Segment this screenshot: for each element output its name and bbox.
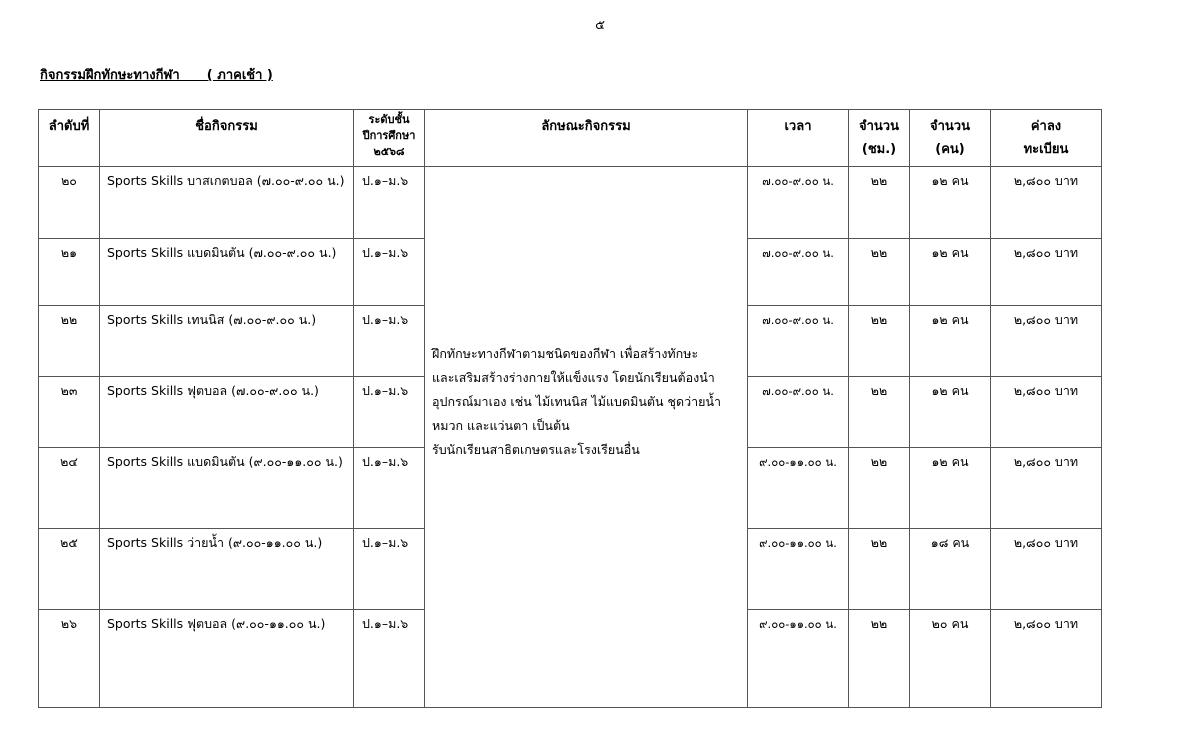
cell-activity-name: Sports Skills เทนนิส (๗.๐๐-๙.๐๐ น.): [100, 306, 354, 377]
cell-no: ๒๑: [39, 239, 100, 306]
cell-level: ป.๑–ม.๖: [354, 239, 425, 306]
cell-time: ๙.๐๐-๑๑.๐๐ น.: [748, 529, 849, 610]
cell-people: ๒๐ คน: [910, 610, 991, 708]
description-line: รับนักเรียนสาธิตเกษตรและโรงเรียนอื่น: [432, 442, 640, 457]
cell-description: [425, 167, 748, 708]
cell-hours: ๒๒: [849, 167, 910, 239]
cell-level: ป.๑–ม.๖: [354, 529, 425, 610]
cell-hours: ๒๒: [849, 377, 910, 448]
cell-fee: ๒,๘๐๐ บาท: [991, 306, 1102, 377]
cell-fee: ๒,๘๐๐ บาท: [991, 448, 1102, 529]
cell-no: ๒๐: [39, 167, 100, 239]
table-header-row: [39, 110, 1102, 167]
cell-fee: ๒,๘๐๐ บาท: [991, 610, 1102, 708]
cell-no: ๒๖: [39, 610, 100, 708]
cell-hours: ๒๒: [849, 610, 910, 708]
cell-activity-name: Sports Skills บาสเกตบอล (๗.๐๐-๙.๐๐ น.): [100, 167, 354, 239]
page-number: ๕: [595, 18, 605, 33]
cell-activity-name: Sports Skills ว่ายน้ำ (๙.๐๐-๑๑.๐๐ น.): [100, 529, 354, 610]
cell-no: ๒๓: [39, 377, 100, 448]
header-level: ระดับชั้น ปีการศึกษา ๒๕๖๘: [354, 110, 425, 167]
cell-hours: ๒๒: [849, 529, 910, 610]
cell-no: ๒๔: [39, 448, 100, 529]
cell-people: ๑๒ คน: [910, 377, 991, 448]
cell-level: ป.๑–ม.๖: [354, 306, 425, 377]
cell-time: ๗.๐๐-๙.๐๐ น.: [748, 377, 849, 448]
cell-fee: ๒,๘๐๐ บาท: [991, 377, 1102, 448]
cell-fee: ๒,๘๐๐ บาท: [991, 239, 1102, 306]
header-no: ลำดับที่: [39, 110, 100, 167]
description-line: ฝึกทักษะทางกีฬาตามชนิดของกีฬา เพื่อสร้างทักษะ: [432, 346, 699, 361]
header-description: ลักษณะกิจกรรม: [425, 110, 748, 167]
cell-level: ป.๑–ม.๖: [354, 448, 425, 529]
cell-no: ๒๒: [39, 306, 100, 377]
cell-level: ป.๑–ม.๖: [354, 610, 425, 708]
header-name: ชื่อกิจกรรม: [100, 110, 354, 167]
description-line: และเสริมสร้างร่างกายให้แข็งแรง โดยนักเรียนต้องนำ: [432, 370, 715, 385]
cell-fee: ๒,๘๐๐ บาท: [991, 529, 1102, 610]
cell-hours: ๒๒: [849, 448, 910, 529]
cell-people: ๑๘ คน: [910, 529, 991, 610]
description-line: อุปกรณ์มาเอง เช่น ไม้เทนนิส ไม้แบดมินตัน ชุดว่ายน้ำ: [432, 394, 722, 409]
cell-no: ๒๕: [39, 529, 100, 610]
cell-activity-name: Sports Skills ฟุตบอล (๗.๐๐-๙.๐๐ น.): [100, 377, 354, 448]
cell-time: ๙.๐๐-๑๑.๐๐ น.: [748, 610, 849, 708]
section-heading: กิจกรรมฝึกทักษะทางกีฬา ( ภาคเช้า ): [40, 68, 273, 83]
cell-time: ๗.๐๐-๙.๐๐ น.: [748, 239, 849, 306]
cell-fee: ๒,๘๐๐ บาท: [991, 167, 1102, 239]
cell-people: ๑๒ คน: [910, 239, 991, 306]
cell-time: ๗.๐๐-๙.๐๐ น.: [748, 306, 849, 377]
header-fee: ค่าลง ทะเบียน: [991, 110, 1102, 167]
header-time: เวลา: [748, 110, 849, 167]
cell-people: ๑๒ คน: [910, 306, 991, 377]
cell-time: ๗.๐๐-๙.๐๐ น.: [748, 167, 849, 239]
cell-time: ๙.๐๐-๑๑.๐๐ น.: [748, 448, 849, 529]
cell-hours: ๒๒: [849, 239, 910, 306]
cell-level: ป.๑–ม.๖: [354, 377, 425, 448]
cell-level: ป.๑–ม.๖: [354, 167, 425, 239]
cell-activity-name: Sports Skills แบดมินตัน (๙.๐๐-๑๑.๐๐ น.): [100, 448, 354, 529]
header-hours: จำนวน (ชม.): [849, 110, 910, 167]
table-row: [39, 167, 1102, 239]
activity-table: [38, 109, 1102, 708]
cell-people: ๑๒ คน: [910, 167, 991, 239]
header-people: จำนวน (คน): [910, 110, 991, 167]
cell-people: ๑๒ คน: [910, 448, 991, 529]
description-line: หมวก และแว่นตา เป็นต้น: [432, 418, 570, 433]
cell-activity-name: Sports Skills แบดมินตัน (๗.๐๐-๙.๐๐ น.): [100, 239, 354, 306]
cell-hours: ๒๒: [849, 306, 910, 377]
cell-activity-name: Sports Skills ฟุตบอล (๙.๐๐-๑๑.๐๐ น.): [100, 610, 354, 708]
